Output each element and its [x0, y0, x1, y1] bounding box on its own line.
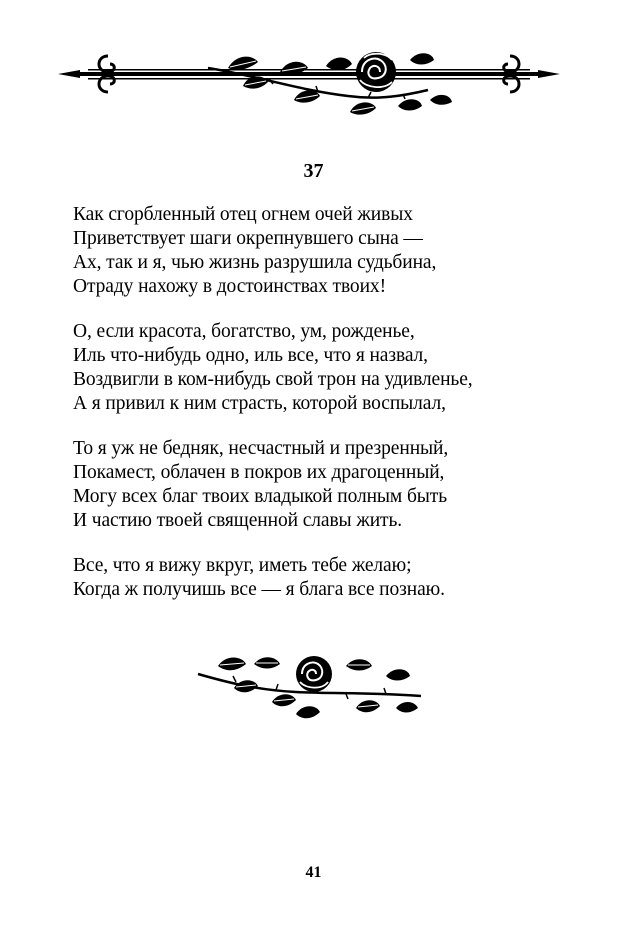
stanza-4 — [73, 554, 573, 602]
poem-line: То я уж не бедняк, несчастный и презренный, — [73, 438, 449, 459]
poem-line: Ах, так и я, чью жизнь разрушила судьбина, — [73, 252, 437, 273]
poem-line: Покамест, облачен в покров их драгоценный, — [73, 462, 445, 483]
poem-line: Все, что я вижу вкруг, иметь тебе желаю; — [73, 555, 412, 576]
poem-line: Отраду нахожу в достоинствах твоих! — [73, 276, 386, 297]
poem-line: О, если красота, богатство, ум, рожденье, — [73, 321, 415, 342]
poem-line: Когда ж получишь все — я блага все познаю. — [73, 579, 445, 600]
poem-line: А я привил к ним страсть, которой воспылал, — [73, 393, 446, 414]
poem-body — [73, 203, 573, 623]
stanza-1 — [73, 203, 573, 299]
poem-line: Приветствует шаги окрепнувшего сына — — [73, 228, 423, 249]
poem-line: Иль что-нибудь одно, иль все, что я назвал, — [73, 345, 428, 366]
sonnet-number: 37 — [303, 160, 324, 182]
rose-vine-flourish-icon — [58, 46, 560, 128]
poem-line: Могу всех благ твоих владыкой полным быть — [73, 486, 447, 507]
poem-line: Воздвигли в ком-нибудь свой трон на удивленье, — [73, 369, 473, 390]
poem-line: И частию твоей священной славы жить. — [73, 510, 403, 531]
poem-line: Как сгорбленный отец огнем очей живых — [73, 204, 413, 225]
stanza-2 — [73, 320, 573, 416]
stanza-3 — [73, 437, 573, 533]
page-number: 41 — [305, 864, 322, 881]
rose-branch-icon — [196, 652, 426, 724]
